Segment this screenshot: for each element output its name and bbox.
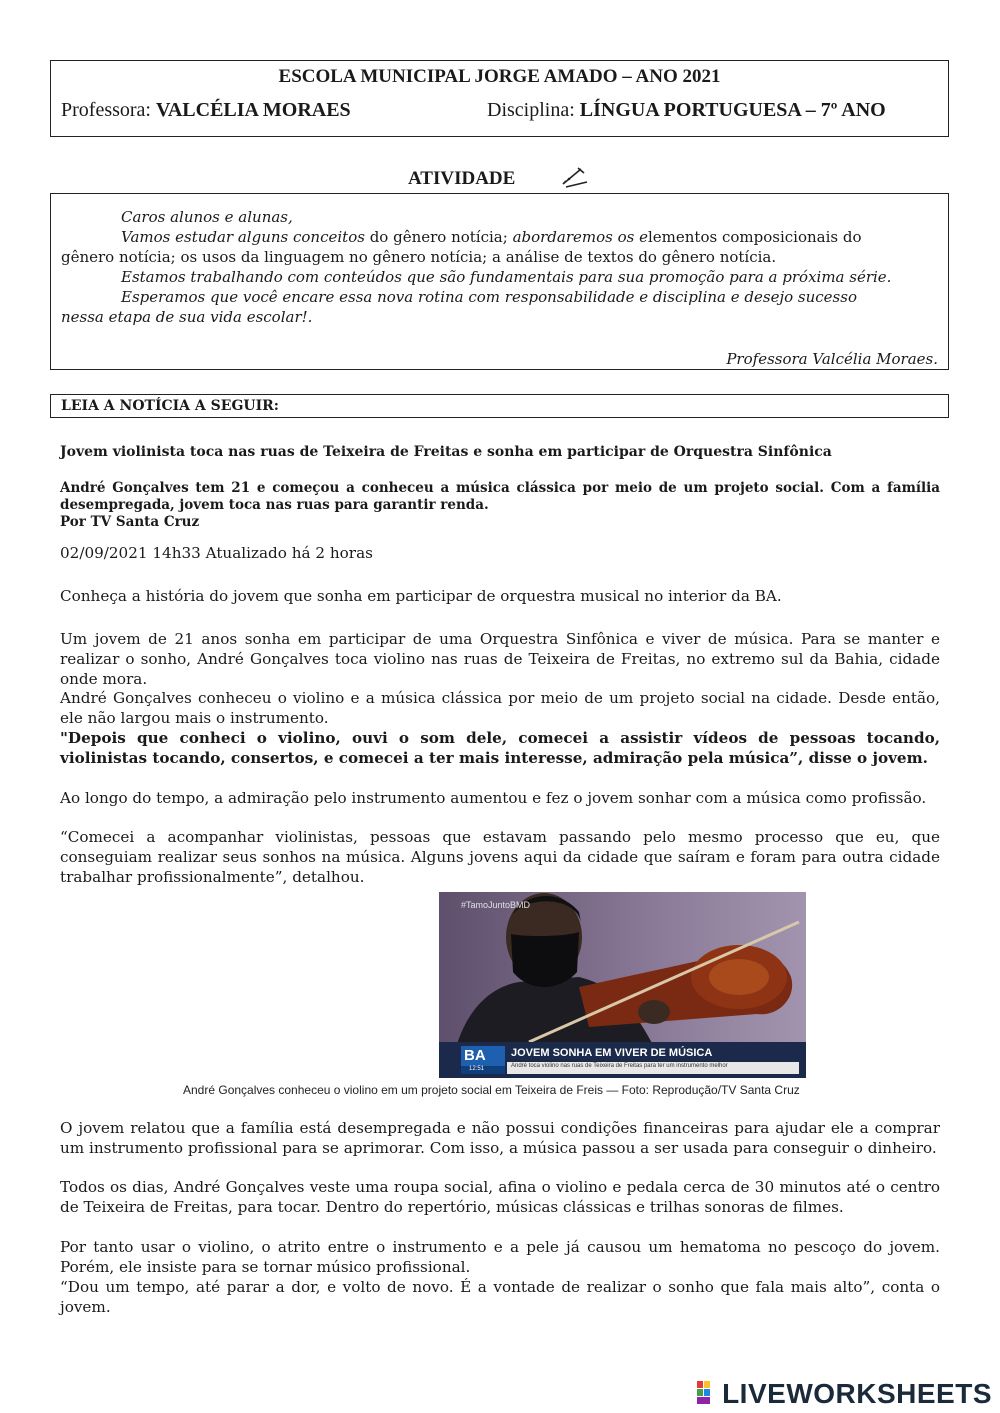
news-quote: "Depois que conheci o violino, ouvi o som dele, comecei a assistir vídeos de pessoas tocando, violinistas tocando, consertos, e comecei a ter mais interesse, admiração pela música”, disse o jovem. [60,729,940,767]
school-title: ESCOLA MUNICIPAL JORGE AMADO – ANO 2021 [278,66,721,87]
news-paragraph-3: André Gonçalves conheceu o violino e a música clássica por meio de um projeto social na cidade. Desde então, ele não largou mais o instrumento. [60,689,940,727]
photo-logo: BA [464,1047,486,1064]
photo-time: 12:51 [469,1066,485,1072]
intro-line-2b: do gênero notícia; [364,228,513,246]
photo-banner: JOVEM SONHA EM VIVER DE MÚSICA [511,1047,713,1059]
teacher-name: VALCÉLIA MORAES [155,99,351,121]
intro-line-5: Esperamos que você encare essa nova rotina com responsabilidade e disciplina e desejo sucesso [121,288,857,306]
news-subtitle [60,480,940,531]
subject-name: LÍNGUA PORTUGUESA – 7º ANO [579,99,886,121]
photo-hashtag: #TamoJuntoBMD [461,900,531,910]
liveworksheets-logo-icon [697,1381,719,1405]
subject-line [487,99,886,122]
activity-title: ATIVIDADE [408,168,516,189]
intro-line-6: nessa etapa de sua vida escolar!. [61,308,313,326]
news-headline: Jovem violinista toca nas ruas de Teixeira de Freitas e sonha em participar de Orquestra Sinfônica [60,444,832,460]
photo-ticker: André toca violino nas ruas de Teixeira de Freitas para ter um instrumento melhor [511,1063,728,1069]
news-paragraph-8: Todos os dias, André Gonçalves veste uma roupa social, afina o violino e pedala cerca de 30 minutos até o centro de Teixeira de Freitas, para tocar. Dentro do repertório, músicas clássicas e trilhas sonoras de filmes. [60,1178,940,1216]
subject-label: Disciplina: [487,99,580,121]
news-paragraph-2: Um jovem de 21 anos sonha em participar de uma Orquestra Sinfônica e viver de música. Para se manter e realizar o sonho, André Gonçalves toca violino nas ruas de Teixeira de Freitas, no extremo sul da Bahia, cidade onde mora. [60,630,940,688]
teacher-line [61,99,351,122]
news-subtitle-text: André Gonçalves tem 21 e começou a conheceu a música clássica por meio de um projeto social. Com a família desempregada, jovem toca nas ruas para garantir renda. [60,480,940,513]
news-paragraph-5: Ao longo do tempo, a admiração pelo instrumento aumentou e fez o jovem sonhar com a música como profissão. [60,789,927,807]
intro-line-4: Estamos trabalhando com conteúdos que são fundamentais para sua promoção para a próxima série. [121,268,892,286]
intro-box [50,193,949,370]
intro-line-2a: Vamos estudar alguns conceitos [121,228,365,246]
news-paragraph-1: Conheça a história do jovem que sonha em participar de orquestra musical no interior da BA. [60,587,782,605]
news-paragraph-6: “Comecei a acompanhar violinistas, pessoas que estavam passando pelo mesmo processo que eu, que conseguiam realizar seus sonhos na música. Alguns jovens aqui da cidade que saíram e foram para outra cidade trabalhar profissionalmente”, detalhou. [60,828,940,886]
intro-line-3: gênero notícia; os usos da linguagem no gênero notícia; a análise de textos do gênero notícia. [61,248,777,266]
read-label: LEIA A NOTÍCIA A SEGUIR: [61,398,279,414]
news-photo [439,892,806,1078]
news-paragraph-10: “Dou um tempo, até parar a dor, e volto de novo. É a vontade de realizar o sonho que fala mais alto”, conta o jovem. [60,1278,940,1316]
teacher-signature: Professora Valcélia Moraes. [726,350,938,368]
news-paragraph-7: O jovem relatou que a família está desempregada e não possui condições financeiras para ajudar ele a comprar um instrumento profissional para se aprimorar. Com isso, a música passou a ser usada para conseguir o dinheiro. [60,1119,940,1157]
liveworksheets-brand: LIVEWORKSHEETS [722,1378,992,1409]
pencil-writing-icon [560,164,588,188]
intro-line-2c: abordaremos os e [512,228,648,246]
intro-line-2 [121,227,861,247]
intro-line-2d: lementos composicionais do [648,228,862,246]
greeting: Caros alunos e alunas, [121,208,293,226]
news-paragraph-9: Por tanto usar o violino, o atrito entre o instrumento e a pele já causou um hematoma no pescoço do jovem. Porém, ele insiste para se tornar músico profissional. [60,1238,940,1276]
news-byline: Por TV Santa Cruz [60,514,200,530]
photo-caption: André Gonçalves conheceu o violino em um projeto social em Teixeira de Freis — Foto: Reprodução/TV Santa Cruz [183,1083,800,1097]
news-date: 02/09/2021 14h33 Atualizado há 2 horas [60,544,373,562]
header-box [50,60,949,137]
read-label-box [50,394,949,418]
teacher-label: Professora: [61,99,156,121]
